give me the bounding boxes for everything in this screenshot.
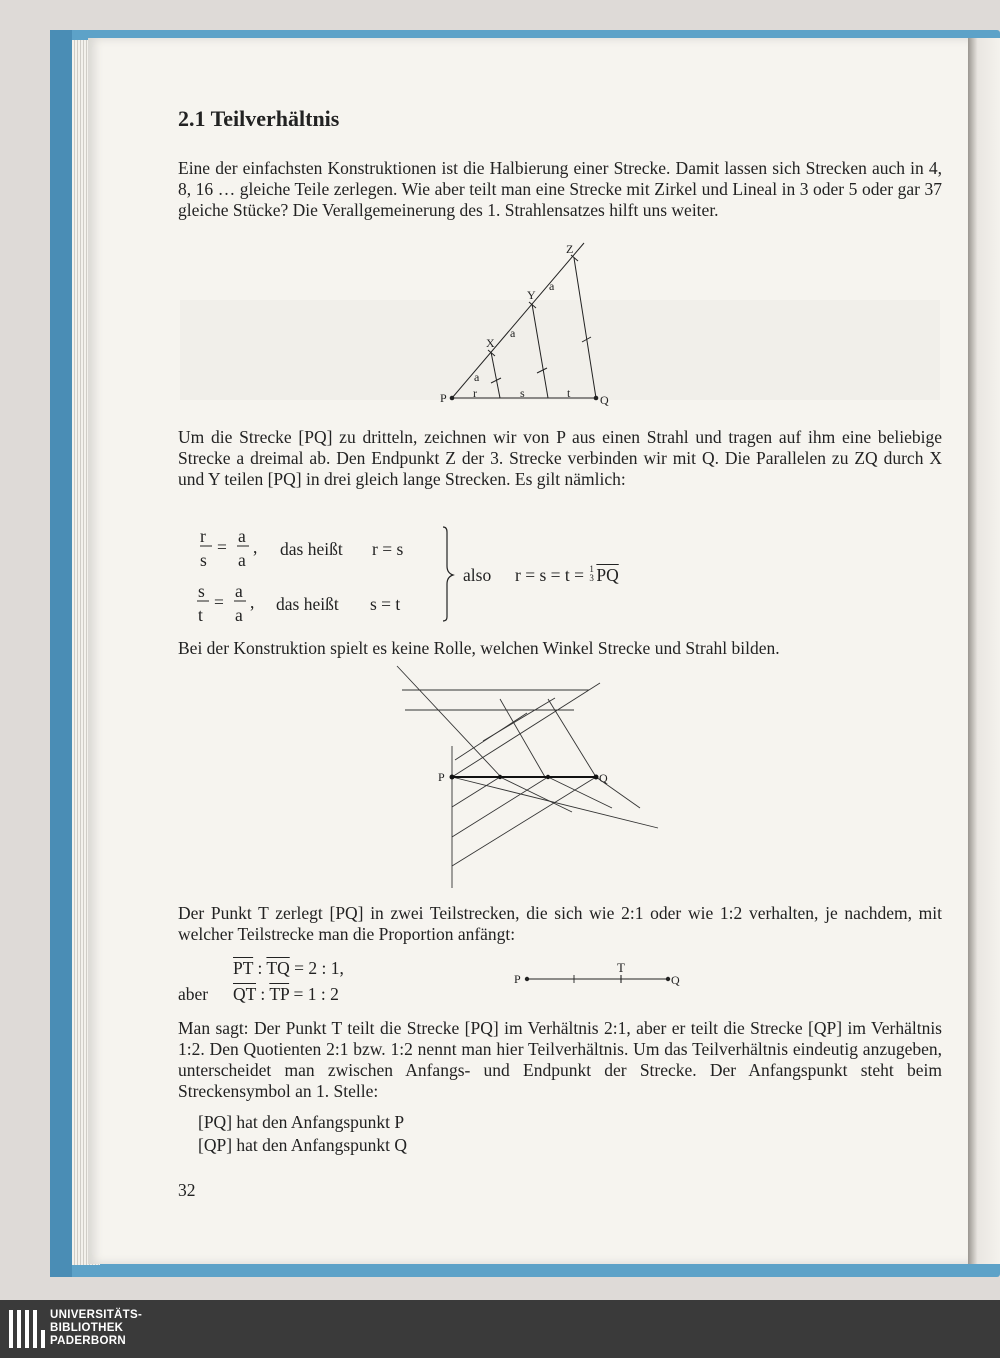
list-item: [PQ] hat den Anfangspunkt P (198, 1112, 405, 1132)
label-x: X (486, 336, 495, 350)
frac-s-num: s (198, 581, 205, 601)
label-q: Q (599, 771, 608, 785)
label-s: s (520, 386, 525, 400)
label-p: P (440, 391, 447, 405)
label-z: Z (566, 242, 574, 256)
frac-s: s (200, 550, 207, 570)
paragraph-angle: Bei der Konstruktion spielt es keine Rolle, welchen Winkel Strecke und Strahl bilden. (178, 638, 780, 658)
also-label: also (463, 565, 492, 585)
parallel-line (500, 699, 545, 777)
library-name-line1: UNIVERSITÄTS- (50, 1309, 143, 1321)
aber-label: aber (178, 984, 209, 1004)
frac-a-num: a (235, 581, 243, 601)
label-t: t (567, 386, 571, 400)
line-zq (574, 258, 596, 398)
list-item: [QP] hat den Anfangspunkt Q (198, 1135, 408, 1155)
label-q: Q (600, 393, 609, 407)
library-footer (0, 1300, 1000, 1358)
frac-t-den: t (198, 605, 203, 625)
paragraph-intro: Eine der einfachsten Konstruktionen ist die Halbierung einer Strecke. Damit lassen sich Strecken auch in 4, 8, 16 … gleiche Teile zerlegen. Wie aber teilt man eine Strecke mit Zirkel und Lineal in 3 oder 5 oder gar 37 gleiche Stücke? Die Verallgemeinerung des 1. Strahlensatzes hilft uns weiter. (178, 158, 942, 220)
point-p (450, 396, 455, 401)
label-a: a (549, 279, 555, 293)
label-y: Y (527, 288, 536, 302)
das-heisst-1: das heißt (280, 539, 343, 559)
result-s-eq-t: s = t (370, 594, 401, 614)
curly-brace (443, 527, 453, 621)
point-p (450, 775, 455, 780)
division-point (498, 775, 502, 779)
page-number: 32 (178, 1180, 196, 1200)
label-p: P (514, 972, 521, 986)
paragraph-teilverhaeltnis: Man sagt: Der Punkt T teilt die Strecke [PQ] im Verhältnis 2:1, aber er teilt die Strecke [QP] im Verhältnis 1:2. Den Quotienten 2:1 bzw. 1:2 nennt man hier Teilverhältnis. Um das Teilverhältnis eindeutig anzugeben, unterscheidet man zwischen Anfangs- und Endpunkt der Strecke. Der Anfangspunkt steht beim Streckensymbol an 1. Stelle: (178, 1018, 942, 1101)
final-equality: r = s = t = 1 3 $\overline{PQ}$ (515, 564, 619, 585)
parallel-line (452, 777, 500, 807)
parallel-line (452, 777, 596, 866)
point-q (666, 977, 670, 981)
label-r: r (473, 386, 477, 400)
das-heisst-2: das heißt (276, 594, 339, 614)
frac-r: r (200, 526, 206, 546)
label-q: Q (671, 973, 680, 987)
parallel-line (500, 777, 572, 812)
library-logo-icon (8, 1308, 46, 1352)
parallel-through-y (532, 304, 548, 398)
parallel-through-x (491, 352, 500, 398)
tick-mark (537, 368, 547, 373)
point-q (594, 396, 599, 401)
frac-a-den: a (235, 605, 243, 625)
division-point (546, 775, 550, 779)
upper-ray (452, 683, 600, 777)
label-t: T (617, 960, 625, 975)
figure-point-t (514, 960, 680, 987)
library-name-line2: BIBLIOTHEK (50, 1322, 124, 1334)
equals-sign: = (217, 537, 227, 557)
label-a: a (510, 326, 516, 340)
point-q (594, 775, 599, 780)
ratio-pt-tq: $\overline{PT}$ : $\overline{TQ} = 2$ : 1, (233, 958, 344, 978)
ratio-qt-tp: $\overline{QT}$ : $\overline{TP} = 1$ : 2 (233, 984, 339, 1004)
library-name-line3: PADERBORN (50, 1335, 126, 1347)
paragraph-point-t: Der Punkt T zerlegt [PQ] in zwei Teilstrecken, die sich wie 2:1 oder wie 1:2 verhalten, je nachdem, mit welcher Teilstrecke man die Proportion anfängt: (178, 903, 942, 944)
parallel-line (452, 777, 548, 837)
comma: , (253, 537, 258, 557)
label-a: a (474, 370, 480, 384)
frac-a-num: a (238, 526, 246, 546)
paragraph-construction: Um die Strecke [PQ] zu dritteln, zeichnen wir von P aus einen Strahl und tragen auf ihm eine beliebige Strecke a dreimal ab. Den Endpunkt Z der 3. Strecke verbinden wir mit Q. Die Parallelen zu ZQ durch X und Y teilen [PQ] in drei gleich lange Strecken. Es gilt nämlich: (178, 427, 942, 489)
oblique-line (397, 666, 501, 777)
point-p (525, 977, 529, 981)
label-p: P (438, 770, 445, 784)
parallel-line (548, 699, 596, 777)
equals-sign: = (214, 592, 224, 612)
ray-from-p (452, 243, 584, 398)
frac-a-den: a (238, 550, 246, 570)
section-heading: 2.1 Teilverhältnis (178, 106, 340, 131)
comma: , (250, 592, 255, 612)
result-r-eq-s: r = s (372, 539, 404, 559)
